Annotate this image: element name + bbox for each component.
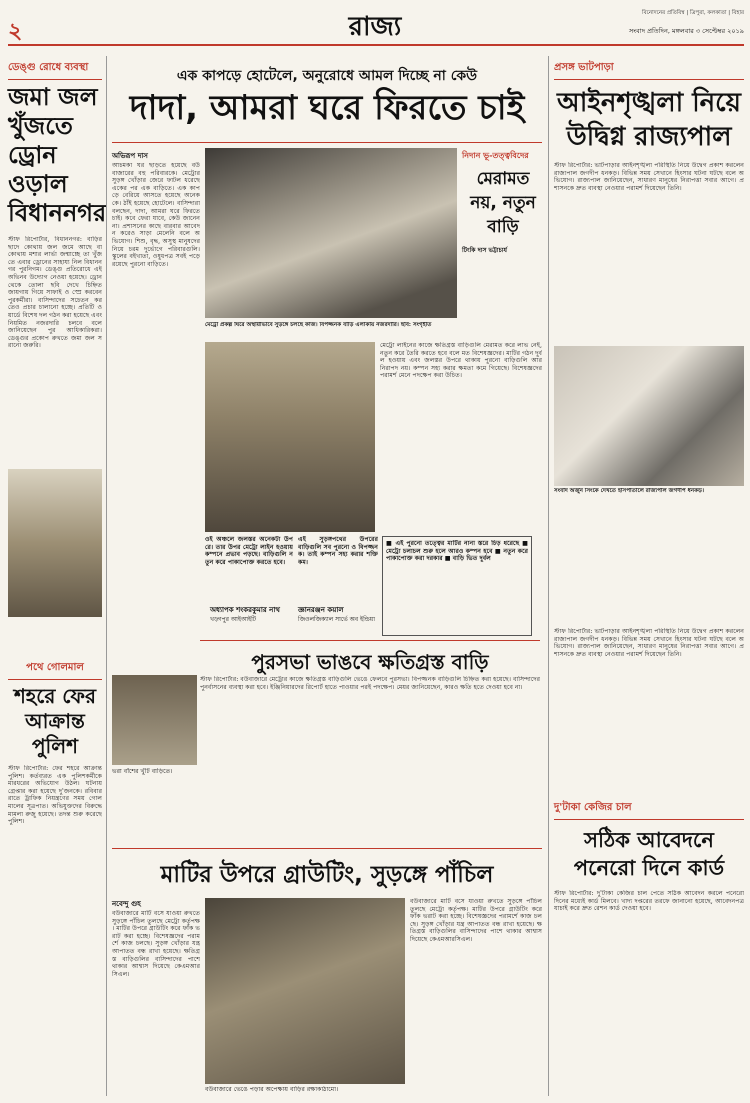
- right-photo-caption: সংবাদ অর্জুন সিংকে দেখতে হাসপাতালে রাজ্যপাল জগদীপ ধনকড়।: [554, 488, 705, 494]
- center-photo: [205, 148, 457, 318]
- right-kicker-2: দু'টাকা কেজির চাল: [554, 800, 744, 820]
- right-headline-2: সঠিক আবেদনে পনেরো দিনে কার্ড: [573, 828, 725, 880]
- sidebar-body: মেট্রো লাইনের কাজে ক্ষতিগ্রস্ত বাড়িগুলি মেরামত করে লাভ নেই, নতুন করে তৈরি করতে হবে বলে মত বিশেষজ্ঞদের। মাটির গঠন দুর্বল হওয়ায় এবং জলস্তর উপরে থাকায় পুরনো বাড়িগুলি আর নিরাপদ নয়। কম্পন সহ্য করার ক্ষমতা কমে গিয়েছে। বিশেষজ্ঞদের পরামর্শ মেনে পদক্ষেপ করা উচিত।: [380, 342, 542, 380]
- left-headline: জমা জল খুঁজতে ড্রোন ওড়াল বিধাননগর: [8, 83, 107, 227]
- center-photo2-caption: ভরা বাঁশের খুঁটি বাড়িতে।: [112, 768, 173, 775]
- left-photo: [8, 469, 102, 617]
- bottom-body: বউবাজারে মাটি বসে যাওয়া রুখতে সুড়ঙ্গে পাঁচিল তুলছে মেট্রো কর্তৃপক্ষ। মাটির উপরে গ্রাউটিং করে ফাঁক ভরাট করা হচ্ছে। বিশেষজ্ঞদের পরামর্শে কাজ চলছে। সুড়ঙ্গ খোঁড়ার যন্ত্র আপাতত বন্ধ রাখা হয়েছে। ক্ষতিগ্রস্ত বাড়িগুলির বাসিন্দাদের পাশে থাকার আশ্বাস দিয়েছে কেএমআরসিএল।: [112, 910, 200, 978]
- expert-name-1: অধ্যাপক শংকরকুমার নাথ: [210, 606, 280, 614]
- sidebar-kicker: নিদান ভূ-তত্ত্ববিদের: [462, 151, 529, 160]
- center-strap: এক কাপড়ে হোটেলে, অনুরোধে আমল দিচ্ছে না কেউ: [176, 68, 478, 84]
- left-story: [8, 60, 107, 656]
- left-headline-2: শহরে ফের আক্রান্ত পুলিশ: [13, 684, 97, 758]
- center-photo-2: [205, 342, 375, 532]
- center-lower-mid: এই সুড়ঙ্গপথের উপরের বাড়িগুলি সব পুরনো ও বিপজ্জনক। তাই কম্পন সহ্য করার শক্তি কম।: [298, 536, 378, 566]
- right-headline: আইনশৃঙ্খলা নিয়ে উদ্বিগ্ন রাজ্যপাল: [557, 88, 741, 152]
- column-divider: [106, 56, 107, 1096]
- ground-body: স্টাফ রিপোর্টার: বউবাজারে মেট্রোর কাজে ক্ষতিগ্রস্ত বাড়িগুলি ভেঙে ফেলবে পুরসভা। বিপজ্জনক বাড়িগুলি চিহ্নিত করা হয়েছে। বাসিন্দাদের পুনর্বাসনের ব্যবস্থা করা হবে। ইঞ্জিনিয়ারদের রিপোর্ট হাতে পাওয়ার পরই পদক্ষেপ। মেয়র জানিয়েছেন, কারও ক্ষতি হতে দেওয়া হবে না।: [200, 676, 540, 691]
- expert-sub-1: খড়্গপুর আইআইটি: [210, 616, 257, 623]
- right-body-more: স্টাফ রিপোর্টার: ভাটপাড়ার আইনশৃঙ্খলা পরিস্থিতি নিয়ে উদ্বেগ প্রকাশ করলেন রাজ্যপাল জগদীপ ধনকড়। বিভিন্ন সময় সেখানে হিংসার ঘটনা ঘটছে বলে অভিযোগ। রাজ্যপাল জানিয়েছেন, সাধারণ মানুষের নিরাপত্তা সবার আগে। প্রশাসনকে দ্রুত ব্যবস্থা নেওয়ার পরামর্শ দিয়েছেন তিনি।: [554, 628, 744, 658]
- bottom-rule: [112, 848, 542, 849]
- bullet-box-text: ■ এই পুরনো তত্ত্বের মাটির নানা স্তরে চিড় ধরেছে ■ মেট্রো চলাচল শুরু হলে আরও কম্পন হবে ■ নতুন করে পাকাপোক্ত করা দরকার ■ বাড়ি ভিত দুর্বল: [386, 540, 528, 563]
- right-photo: [554, 346, 744, 486]
- center-headline: দাদা, আমরা ঘরে ফিরতে চাই: [129, 88, 525, 128]
- bottom-headline: মাটির উপরে গ্রাউটিং, সুড়ঙ্গে পাঁচিল: [160, 862, 494, 888]
- edition-line: বিনোদনের প্রতিবিম্ব | ত্রিপুরা, কলকাতা | বিহার: [642, 10, 744, 16]
- left-kicker-2: পথে গোলমাল: [8, 660, 102, 680]
- sidebar-story: [462, 150, 544, 318]
- bullet-box: [382, 536, 532, 636]
- center-byline: অভিরূপ দাস: [112, 152, 148, 160]
- expert-name-2: জ্ঞানরঞ্জন কয়াল: [298, 606, 344, 614]
- ground-rule: [200, 640, 540, 641]
- left-story-2: [8, 660, 102, 1100]
- center-photo-caption: মেট্রো প্রকল্প ঘিরে অস্থায়ীভাবে সুড়ঙ্গে চলছে কাজ। বিপজ্জনক বাড়ি এলাকায় নজরদারি। ছবি: সংগৃহীত: [205, 322, 432, 328]
- bottom-byline: নবেন্দু গুহ: [112, 900, 141, 908]
- ground-headline: পুরসভা ভাঙবে ক্ষতিগ্রস্ত বাড়ি: [251, 650, 489, 674]
- section-title: রাজ্য: [348, 12, 402, 42]
- expert-sub-2: জিওলজিক্যাল সার্ভে অব ইন্ডিয়া: [298, 616, 375, 623]
- masthead-rule: [8, 44, 744, 46]
- bottom-body-2: বউবাজারে মাটি বসে যাওয়া রুখতে সুড়ঙ্গে পাঁচিল তুলছে মেট্রো কর্তৃপক্ষ। মাটির উপরে গ্রাউটিং করে ফাঁক ভরাট করা হচ্ছে। বিশেষজ্ঞদের পরামর্শে কাজ চলছে। সুড়ঙ্গ খোঁড়ার যন্ত্র আপাতত বন্ধ রাখা হয়েছে। ক্ষতিগ্রস্ত বাড়িগুলির বাসিন্দাদের পাশে থাকার আশ্বাস দিয়েছে কেএমআরসিএল।: [410, 898, 542, 943]
- left-body: স্টাফ রিপোর্টার, বিধাননগর: বাড়ির ছাদে কোথায় জল জমে আছে বা কোথায় মশার লার্ভা জন্মাচ্ছে তা খুঁজতে এবার ড্রোনের সাহায্য নিল বিধাননগর পুরনিগম। ডেঙ্গু প্রতিরোধে এই অভিনব উদ্যোগ নেওয়া হয়েছে। ড্রোন থেকে তোলা ছবি দেখে চিহ্নিত জায়গায় গিয়ে সাফাই ও স্প্রে করবেন পুরকর্মীরা। বাসিন্দাদের সচেতন করতেও প্রচার চালানো হচ্ছে। প্রতিটি ওয়ার্ডে বিশেষ দল গঠন করা হয়েছে এবং নিয়মিত নজরদারি চলবে বলে জানিয়েছেন পুর আধিকারিকরা। ডেঙ্গুর প্রকোপ রুখতে জমা জল সরানো জরুরি।: [8, 236, 102, 350]
- right-story-2: [554, 800, 744, 1096]
- masthead: [0, 0, 750, 48]
- ground-photo: [112, 675, 197, 765]
- left-kicker: ডেঙ্গু রোধে ব্যবস্থা: [8, 60, 102, 80]
- right-divider: [548, 56, 549, 1096]
- page-number: ২: [8, 19, 23, 44]
- date-line: সংবাদ প্রতিদিন, মঙ্গলবার ৩ সেপ্টেম্বর ২০১৯: [629, 27, 744, 35]
- bottom-photo-caption: বউবাজারে ভেঙে পড়ার অপেক্ষায় বাড়ির রক্ষাকাঠামো।: [205, 1086, 339, 1093]
- center-rule: [112, 142, 542, 143]
- right-kicker: প্রসঙ্গ ভাটপাড়া: [554, 60, 744, 80]
- right-body: স্টাফ রিপোর্টার: ভাটপাড়ার আইনশৃঙ্খলা পরিস্থিতি নিয়ে উদ্বেগ প্রকাশ করলেন রাজ্যপাল জগদীপ ধনকড়। বিভিন্ন সময় সেখানে হিংসার ঘটনা ঘটছে বলে অভিযোগ। রাজ্যপাল জানিয়েছেন, সাধারণ মানুষের নিরাপত্তা সবার আগে। প্রশাসনকে দ্রুত ব্যবস্থা নেওয়ার পরামর্শ দিয়েছেন তিনি।: [554, 162, 744, 192]
- right-story: [554, 60, 744, 620]
- center-body: আচমকা ঘর ছাড়তে হয়েছে বউবাজারের বহু পরিবারকে। মেট্রোর সুড়ঙ্গ খোঁড়ার জেরে ফাটল ধরেছে একের পর এক বাড়িতে। এক কাপড়ে বেরিয়ে আসতে হয়েছে অনেককে। ঠাঁই হয়েছে হোটেলে। বাসিন্দারা বলছেন, দাদা, আমরা ঘরে ফিরতে চাই। কবে ফেরা যাবে, কেউ জানেন না। প্রশাসনের কাছে বারবার আবেদন করেও সাড়া মেলেনি বলে অভিযোগ। শিশু, বৃদ্ধ, অসুস্থ মানুষদের নিয়ে চরম দুর্ভোগে পরিবারগুলি। স্কুলের বইখাতা, ওষুধপত্র সবই পড়ে রয়েছে পুরনো বাড়িতে।: [112, 162, 200, 268]
- sidebar-headline: মেরামত নয়, নতুন বাড়ি: [470, 169, 536, 237]
- center-lower-left: ওই অঞ্চলে জলস্তর অনেকটা উপরে। তার উপর মেট্রো লাইন হওয়ায় কম্পনে প্রভাব পড়ছে। বাড়িগুলি নতুন করে পাকাপোক্ত করতে হবে।: [205, 536, 293, 566]
- bottom-photo: [205, 898, 405, 1084]
- left-body-2: স্টাফ রিপোর্টার: ফের শহরে আক্রান্ত পুলিশ। কর্তব্যরত এক পুলিশকর্মীকে মারধরের অভিযোগ উঠল। ঘটনায় গ্রেপ্তার করা হয়েছে দু'জনকে। রবিবার রাতে ট্রাফিক নিয়ন্ত্রণের সময় গোলমালের সূত্রপাত। অভিযুক্তদের বিরুদ্ধে মামলা রুজু হয়েছে। তদন্ত শুরু করেছে পুলিশ।: [8, 765, 102, 826]
- right-body-2: স্টাফ রিপোর্টার: দু'টাকা কেজির চাল পেতে সঠিক আবেদন করলে পনেরো দিনের মধ্যেই কার্ড মিলবে। খাদ্য দপ্তরের তরফে জানানো হয়েছে, আবেদনপত্র যাচাই করে দ্রুত রেশন কার্ড দেওয়া হবে।: [554, 890, 744, 913]
- sidebar-byline: টিংকি দাস ভট্টাচার্য: [462, 247, 507, 254]
